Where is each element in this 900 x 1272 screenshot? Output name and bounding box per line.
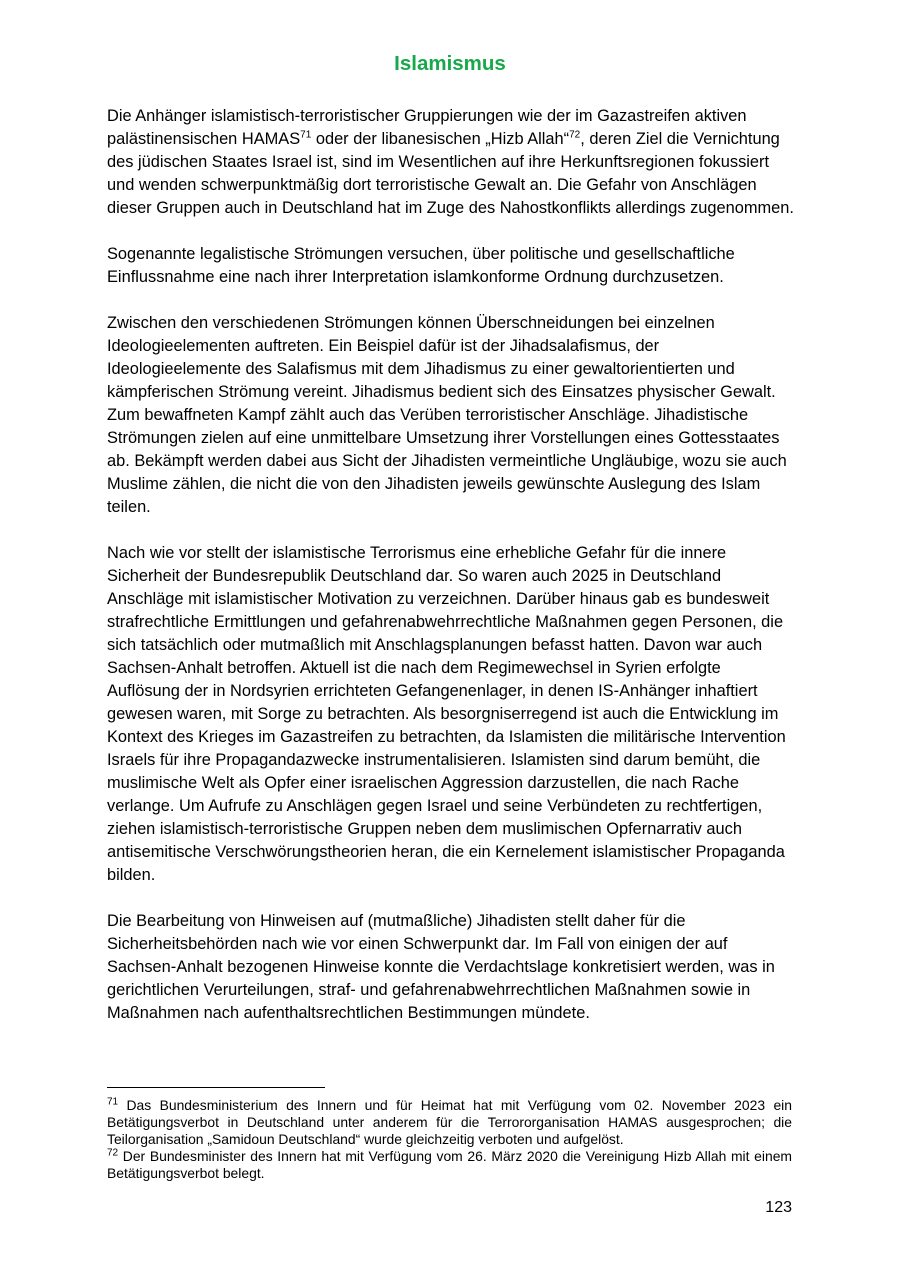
paragraph-4: Nach wie vor stellt der islamistische Terrorismus eine erhebliche Gefahr für die innere Sicherheit der Bundesrepublik Deutschland dar. So waren auch 2025 in Deutschland Anschläge mit islamistischer Motivation zu verzeichnen. Darüber hinaus gab es bundesweit strafrechtliche Ermittlungen und gefahrenabwehrrechtliche Maßnahmen gegen Personen, die sich tatsächlich oder mutmaßlich mit Anschlagsplanungen befasst hatten. Davon war auch Sachsen-Anhalt betroffen. Aktuell ist die nach dem Regimewechsel in Syrien erfolgte Auflösung der in Nordsyrien errichteten Gefangenenlager, in denen IS-Anhänger inhaftiert gewesen waren, mit Sorge zu betrachten. Als besorgniserregend ist auch die Entwicklung im Kontext des Krieges im Gazastreifen zu betrachten, da Islamisten die militärische Intervention Israels für ihre Propagandazwecke instrumentalisieren. Islamisten sind darum bemüht, die muslimische Welt als Opfer einer israelischen Aggression darzustellen, die nach Rache verlange. Um Aufrufe zu Anschlägen gegen Israel und seine Verbündeten zu rechtfertigen, ziehen islamistisch-terroristische Gruppen neben dem muslimischen Opfernarrativ auch antisemitische Verschwörungstheorien heran, die ein Kernelement islamistischer Propaganda bilden.	[107, 544, 786, 884]
footnote-ref-72[interactable]: 72	[569, 129, 581, 141]
section-title: Islamismus	[394, 52, 506, 75]
footnote-divider	[107, 1087, 325, 1088]
footnote-text: Der Bundesminister des Innern hat mit Verfügung vom 26. März 2020 die Vereinigung Hizb Allah mit einem Betätigungsverbot belegt.	[107, 1148, 792, 1181]
footnote-ref-71[interactable]: 71	[300, 129, 312, 141]
footnote-72	[107, 1148, 792, 1182]
body-text	[107, 105, 797, 1048]
footnote-number: 72	[107, 1147, 119, 1159]
paragraph-1-text-a: Die Anhänger islamistisch-terroristischer Gruppierungen wie der im Gazastreifen aktiven palästinensischen HAMAS	[107, 107, 747, 148]
paragraph-2: Sogenannte legalistische Strömungen versuchen, über politische und gesellschaftliche Einflussnahme eine nach ihrer Interpretation islamkonforme Ordnung durchzusetzen.	[107, 245, 735, 286]
footnotes	[107, 1097, 792, 1182]
footnote-71	[107, 1097, 792, 1148]
paragraph-1-text-c: , deren Ziel die Vernichtung des jüdischen Staates Israel ist, sind im Wesentlichen auf ihre Herkunftsregionen fokussiert und wenden schwerpunktmäßig dort terroristische Gewalt an. Die Gefahr von Anschlägen dieser Gruppen auch in Deutschland hat im Zuge des Nahostkonflikts allerdings zugenommen.	[107, 130, 794, 217]
footnote-number: 71	[107, 1096, 119, 1108]
footnote-text: Das Bundesministerium des Innern und für Heimat hat mit Verfügung vom 02. November 2023 ein Betätigungsverbot in Deutschland unter anderem für die Terrororganisation HAMAS ausgesprochen; die Teilorganisation „Samidoun Deutschland“ wurde gleichzeitig verboten und aufgelöst.	[107, 1097, 792, 1147]
page-number: 123	[765, 1199, 792, 1216]
paragraph-1	[107, 105, 797, 220]
paragraph-1-text-b: oder der libanesischen „Hizb Allah“	[311, 130, 570, 148]
paragraph-5: Die Bearbeitung von Hinweisen auf (mutmaßliche) Jihadisten stellt daher für die Sicherheitsbehörden nach wie vor einen Schwerpunkt dar. Im Fall von einigen der auf Sachsen-Anhalt bezogenen Hinweise konnte die Verdachtslage konkretisiert werden, was in gerichtlichen Verurteilungen, straf- und gefahrenabwehrrechtlichen Maßnahmen sowie in Maßnahmen nach aufenthaltsrechtlichen Bestimmungen mündete.	[107, 912, 775, 1022]
paragraph-3: Zwischen den verschiedenen Strömungen können Überschneidungen bei einzelnen Ideologieelementen auftreten. Ein Beispiel dafür ist der Jihadsalafismus, der Ideologieelemente des Salafismus mit dem Jihadismus zu einer gewaltorientierten und kämpferischen Strömung vereint. Jihadismus bedient sich des Einsatzes physischer Gewalt. Zum bewaffneten Kampf zählt auch das Verüben terroristischer Anschläge. Jihadistische Strömungen zielen auf eine unmittelbare Umsetzung ihrer Vorstellungen eines Gottesstaates ab. Bekämpft werden dabei aus Sicht der Jihadisten vermeintliche Ungläubige, wozu sie auch Muslime zählen, die nicht die von den Jihadisten jeweils gewünschte Auslegung des Islam teilen.	[107, 314, 787, 516]
